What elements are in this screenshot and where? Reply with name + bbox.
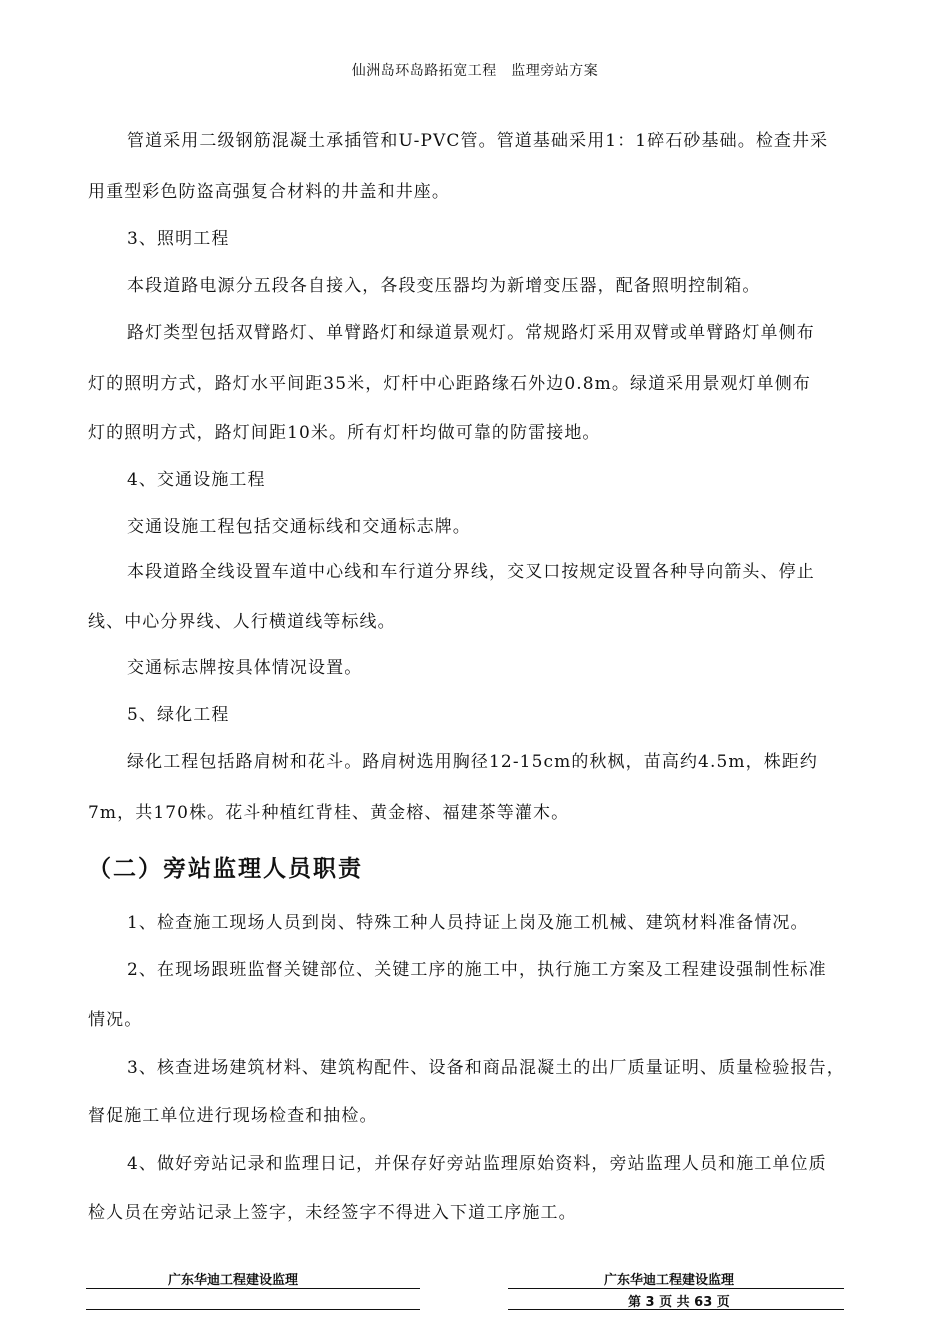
- paragraph-line: 管道采用二级钢筋混凝土承插管和U-PVC管。管道基础采用1：1碎石砂基础。检查井采: [127, 131, 829, 151]
- list-item-continuation: 情况。: [88, 1010, 143, 1030]
- paragraph-line: 用重型彩色防盗高强复合材料的井盖和井座。: [88, 182, 450, 202]
- page-header: 仙洲岛环岛路拓宽工程 监理旁站方案: [351, 63, 599, 79]
- subsection-title: 3、照明工程: [127, 229, 230, 249]
- footer-company-left: 广东华迪工程建设监理: [168, 1273, 299, 1288]
- list-item-continuation: 督促施工单位进行现场检查和抽检。: [88, 1106, 378, 1126]
- page-number: 第 3 页 共 63 页: [628, 1295, 730, 1310]
- paragraph-line: 本段道路全线设置车道中心线和车行道分界线，交叉口按规定设置各种导向箭头、停止: [127, 562, 815, 582]
- list-item-continuation: 检人员在旁站记录上签字，未经签字不得进入下道工序施工。: [88, 1203, 577, 1223]
- subsection-title: 4、交通设施工程: [127, 470, 266, 490]
- paragraph-line: 线、中心分界线、人行横道线等标线。: [88, 612, 396, 632]
- paragraph-line: 7m，共170株。花斗种植红背桂、黄金榕、福建茶等灌木。: [88, 803, 570, 823]
- paragraph-line: 交通设施工程包括交通标线和交通标志牌。: [127, 517, 471, 537]
- footer-company-right: 广东华迪工程建设监理: [604, 1273, 735, 1288]
- paragraph-line: 绿化工程包括路肩树和花斗。路肩树选用胸径12-15cm的秋枫，苗高约4.5m，株距约: [127, 752, 819, 772]
- list-item: 3、核查进场建筑材料、建筑构配件、设备和商品混凝土的出厂质量证明、质量检验报告，: [127, 1058, 845, 1078]
- paragraph-line: 交通标志牌按具体情况设置。: [127, 658, 363, 678]
- footer-rule: [86, 1309, 420, 1310]
- list-item: 2、在现场跟班监督关键部位、关键工序的施工中，执行施工方案及工程建设强制性标准: [127, 960, 827, 980]
- paragraph-line: 灯的照明方式，路灯间距10米。所有灯杆均做可靠的防雷接地。: [88, 423, 601, 443]
- paragraph-line: 路灯类型包括双臂路灯、单臂路灯和绿道景观灯。常规路灯采用双臂或单臂路灯单侧布: [127, 323, 815, 343]
- list-item: 4、做好旁站记录和监理日记，并保存好旁站监理原始资料，旁站监理人员和施工单位质: [127, 1154, 827, 1174]
- section-heading: （二）旁站监理人员职责: [88, 856, 363, 882]
- footer-rule: [508, 1288, 844, 1289]
- paragraph-line: 灯的照明方式，路灯水平间距35米，灯杆中心距路缘石外边0.8m。绿道采用景观灯单侧布: [88, 374, 811, 394]
- paragraph-line: 本段道路电源分五段各自接入，各段变压器均为新增变压器，配备照明控制箱。: [127, 276, 761, 296]
- list-item: 1、检查施工现场人员到岗、特殊工种人员持证上岗及施工机械、建筑材料准备情况。: [127, 913, 809, 933]
- footer-rule: [86, 1288, 420, 1289]
- subsection-title: 5、绿化工程: [127, 705, 230, 725]
- footer-rule: [508, 1309, 844, 1310]
